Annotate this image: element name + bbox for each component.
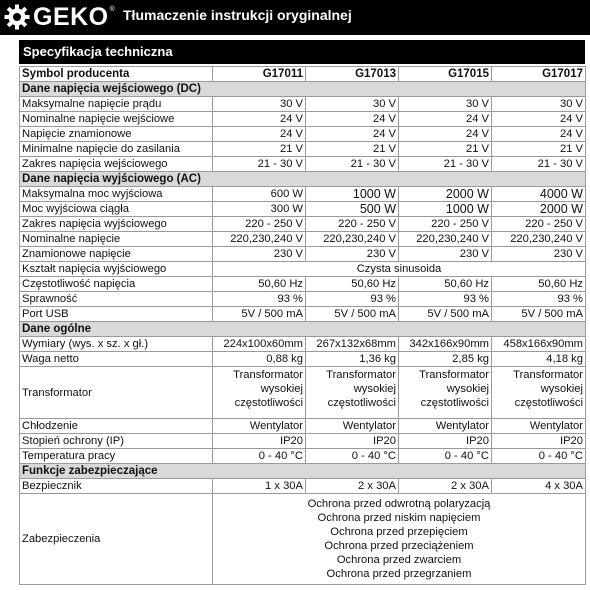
row-label: Zakres napięcia wejściowego [20,157,213,172]
cell-value: 93 % [492,292,586,307]
cell-line: wysokiej [353,383,396,395]
cell-value: 2 x 30A [399,479,492,494]
table-row [20,337,586,352]
table-header-row [20,67,586,82]
protection-item: Ochrona przed odwrotną polaryzacją [307,498,491,510]
table-row [20,434,586,449]
cell-value: 30 V [306,97,399,112]
cell-value: 2,85 kg [399,352,492,367]
cell-line: Transformator [419,369,489,381]
cell-value: IP20 [492,434,586,449]
cell-value: 1 x 30A [213,479,306,494]
protection-item: Ochrona przed przepięciem [330,526,468,538]
cell-value [306,367,399,419]
cell-value: Czysta sinusoida [213,262,586,277]
protection-item: Ochrona przed przegrzaniem [326,568,472,580]
cell-line: Transformator [513,369,583,381]
gear-icon [4,4,30,30]
cell-value: 30 V [399,97,492,112]
cell-line: wysokiej [540,383,583,395]
section-heading: Dane napięcia wyjściowego (AC) [20,172,586,187]
table-row [20,479,586,494]
row-label: Temperatura pracy [20,449,213,464]
cell-value: 21 V [306,142,399,157]
cell-value: 21 - 30 V [306,157,399,172]
cell-value [399,367,492,419]
document-title: Tłumaczenie instrukcji oryginalnej [123,7,352,23]
header-cell: G17015 [399,67,492,82]
cell-value: 24 V [213,112,306,127]
table-row [20,449,586,464]
table-row [20,352,586,367]
cell-value: 1000 W [399,202,492,217]
row-label: Waga netto [20,352,213,367]
cell-value: 2000 W [399,187,492,202]
cell-value: 220,230,240 V [399,232,492,247]
cell-value: Wentylator [213,419,306,434]
row-label: Bezpiecznik [20,479,213,494]
section-heading: Funkcje zabezpieczające [20,464,586,479]
table-row [20,232,586,247]
cell-value: 220 - 250 V [492,217,586,232]
row-label: Minimalne napięcie do zasilania [20,142,213,157]
table-row [20,419,586,434]
cell-value: IP20 [399,434,492,449]
table-row [20,277,586,292]
brand-name: GEKO [33,3,109,31]
row-label: Nominalne napięcie wejściowe [20,112,213,127]
row-label: Kształt napięcia wyjściowego [20,262,213,277]
cell-value: 600 W [213,187,306,202]
header-cell: G17011 [213,67,306,82]
cell-value: 93 % [213,292,306,307]
table-row [20,307,586,322]
table-row-protections [20,494,586,585]
row-label: Częstotliwość napięcia [20,277,213,292]
top-bar [0,0,590,35]
cell-value: IP20 [306,434,399,449]
section-row-protection [20,464,586,479]
cell-value: Wentylator [399,419,492,434]
cell-value: Wentylator [306,419,399,434]
cell-value: 220,230,240 V [306,232,399,247]
row-label: Sprawność [20,292,213,307]
cell-value: 5V / 500 mA [213,307,306,322]
cell-value: 21 V [492,142,586,157]
brand-logo [4,3,115,31]
cell-value: 230 V [213,247,306,262]
table-row [20,262,586,277]
row-label: Maksymalna moc wyjściowa [20,187,213,202]
cell-line: wysokiej [446,383,489,395]
cell-value: 21 - 30 V [492,157,586,172]
section-heading: Dane napięcia wejściowego (DC) [20,82,586,97]
cell-value: 50,60 Hz [306,277,399,292]
cell-value: Wentylator [492,419,586,434]
cell-value: 5V / 500 mA [492,307,586,322]
cell-value: 0,88 kg [213,352,306,367]
section-row-dc [20,82,586,97]
table-row [20,217,586,232]
registered-mark: ® [109,5,115,13]
specification-table [19,66,586,585]
table-row [20,202,586,217]
row-label: Wymiary (wys. x sz. x gł.) [20,337,213,352]
row-label: Znamionowe napięcie [20,247,213,262]
row-label: Port USB [20,307,213,322]
cell-value: 2 x 30A [306,479,399,494]
cell-value: 220 - 250 V [213,217,306,232]
cell-value: 0 - 40 °C [213,449,306,464]
cell-value: 2000 W [492,202,586,217]
cell-value: 24 V [399,127,492,142]
protection-item: Ochrona przed przeciążeniem [324,540,474,552]
cell-value: 267x132x68mm [306,337,399,352]
row-label: Zabezpieczenia [20,494,213,585]
cell-value: 4000 W [492,187,586,202]
table-row [20,97,586,112]
cell-value: 93 % [399,292,492,307]
cell-line: Transformator [233,369,303,381]
protection-item: Ochrona przed zwarciem [336,554,462,566]
cell-line: częstotliwości [234,397,303,409]
row-label: Nominalne napięcie [20,232,213,247]
section-title: Specyfikacja techniczna [19,40,585,64]
cell-value: 4 x 30A [492,479,586,494]
row-label: Napięcie znamionowe [20,127,213,142]
table-row [20,157,586,172]
cell-value: 458x166x90mm [492,337,586,352]
cell-value: 1000 W [306,187,399,202]
cell-value: 24 V [492,127,586,142]
cell-value: IP20 [213,434,306,449]
cell-value: 4,18 kg [492,352,586,367]
cell-value: 500 W [306,202,399,217]
cell-value: 220 - 250 V [399,217,492,232]
cell-value: 300 W [213,202,306,217]
cell-line: wysokiej [260,383,303,395]
table-row [20,142,586,157]
cell-value [213,367,306,419]
row-label: Moc wyjściowa ciągła [20,202,213,217]
protection-item: Ochrona przed niskim napięciem [317,512,481,524]
table-row [20,247,586,262]
cell-value: 0 - 40 °C [399,449,492,464]
table-row [20,187,586,202]
table-row [20,112,586,127]
cell-value: 30 V [213,97,306,112]
table-row [20,127,586,142]
cell-value: 230 V [399,247,492,262]
cell-value: 220 - 250 V [306,217,399,232]
cell-value: 224x100x60mm [213,337,306,352]
cell-value: 342x166x90mm [399,337,492,352]
cell-value: 0 - 40 °C [306,449,399,464]
section-heading: Dane ogólne [20,322,586,337]
cell-line: częstotliwości [514,397,583,409]
cell-value: 50,60 Hz [213,277,306,292]
cell-value: 230 V [306,247,399,262]
cell-value: 24 V [492,112,586,127]
cell-value: 24 V [306,127,399,142]
cell-value: 30 V [492,97,586,112]
cell-value: 21 V [399,142,492,157]
cell-value: 24 V [399,112,492,127]
cell-value: 24 V [306,112,399,127]
cell-value: 21 - 30 V [213,157,306,172]
header-cell: Symbol producenta [20,67,213,82]
row-label: Zakres napięcia wyjściowego [20,217,213,232]
cell-value: 21 V [213,142,306,157]
row-label: Transformator [20,367,213,419]
cell-value: 230 V [492,247,586,262]
cell-value: 24 V [213,127,306,142]
cell-value: 1,36 kg [306,352,399,367]
row-label: Maksymalne napięcie prądu [20,97,213,112]
cell-value: 5V / 500 mA [306,307,399,322]
section-row-ac [20,172,586,187]
cell-value: 50,60 Hz [399,277,492,292]
table-row [20,292,586,307]
cell-line: częstotliwości [327,397,396,409]
row-label: Stopień ochrony (IP) [20,434,213,449]
section-row-general [20,322,586,337]
cell-value: 220,230,240 V [213,232,306,247]
cell-line: częstotliwości [420,397,489,409]
header-cell: G17017 [492,67,586,82]
cell-value: 0 - 40 °C [492,449,586,464]
protection-list [213,494,586,585]
cell-value: 220,230,240 V [492,232,586,247]
row-label: Chłodzenie [20,419,213,434]
cell-value: 50,60 Hz [492,277,586,292]
cell-value: 5V / 500 mA [399,307,492,322]
cell-value: 21 - 30 V [399,157,492,172]
header-cell: G17013 [306,67,399,82]
cell-value: 93 % [306,292,399,307]
cell-line: Transformator [326,369,396,381]
table-row-transformer [20,367,586,419]
cell-value [492,367,586,419]
